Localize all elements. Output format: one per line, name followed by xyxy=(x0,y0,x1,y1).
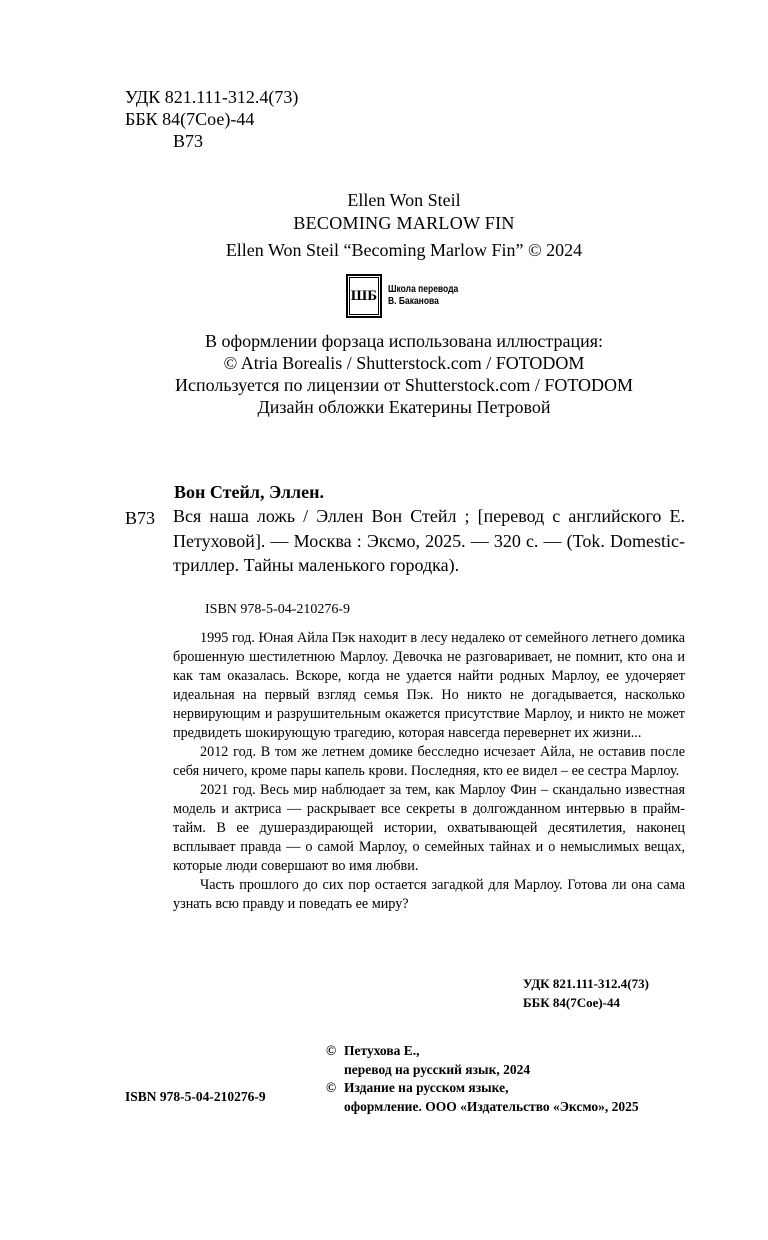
copyright-symbol: © xyxy=(326,1080,337,1096)
bbk-code: ББК 84(7Сое)-44 xyxy=(125,109,255,129)
copyright-line: Петухова Е., xyxy=(344,1043,420,1058)
logo-line-2: В. Баканова xyxy=(388,296,439,307)
copyright-entry xyxy=(326,1079,639,1116)
udk-code: УДК 821.111-312.4(73) xyxy=(125,87,299,107)
udk-code-bottom: УДК 821.111-312.4(73) xyxy=(523,976,649,991)
bbk-code-bottom: ББК 84(7Сое)-44 xyxy=(523,995,621,1010)
catalog-description-text: Вся наша ложь / Эллен Вон Стейл ; [перевод с английского Е. Петуховой]. — Москва : Эксмо, 2025. — 320 с. — (Tok. Domestic-триллер. Тайны маленького городка). xyxy=(173,506,685,575)
credit-line: Используется по лицензии от Shutterstock.com / FOTODOM xyxy=(174,375,634,395)
annotation-paragraph: 1995 год. Юная Айла Пэк находит в лесу недалеко от семейного летнего домика брошенную шестилетнюю Марлоу. Девочка не разговаривает, не помнит, кто она и как там оказалась. Вскоре, когда не удается найти родных Марлоу, ее удочеряет идеальная на первый взгляд семья Пэк. Но никто не догадывается, насколько нервирующим и разрушительным окажется присутствие Марлоу, и никто не может предвидеть шокирующую трагедию, которая навсегда перевернет их жизни... xyxy=(173,630,685,741)
logo-mark xyxy=(346,274,382,318)
copyright-line: перевод на русский язык, 2024 xyxy=(344,1061,531,1077)
classification-top xyxy=(125,86,298,152)
isbn-bottom: ISBN 978-5-04-210276-9 xyxy=(125,1089,266,1104)
original-copyright: Ellen Won Steil “Becoming Marlow Fin” © 2024 xyxy=(225,240,583,260)
catalog-heading: Вон Стейл, Эллен. xyxy=(174,482,324,502)
copyright-entry xyxy=(326,1042,639,1079)
annotation xyxy=(173,629,685,914)
copyright-symbol: © xyxy=(326,1043,337,1058)
logo-caption xyxy=(388,284,458,308)
classification-bottom xyxy=(523,974,649,1012)
author-mark: В73 xyxy=(173,131,204,151)
annotation-paragraph: Часть прошлого до сих пор остается загадкой для Марлоу. Готова ли она сама узнать всю правду и поведать ее миру? xyxy=(173,877,685,912)
copyright-notices xyxy=(326,1042,639,1116)
logo-monogram: ШБ xyxy=(349,277,379,315)
original-title: BECOMING MARLOW FIN xyxy=(293,213,515,233)
credit-line: Дизайн обложки Екатерины Петровой xyxy=(257,397,551,417)
credit-line: © Atria Borealis / Shutterstock.com / FOTODOM xyxy=(223,353,585,373)
catalog-code: В73 xyxy=(125,508,156,528)
design-credits xyxy=(0,330,768,418)
annotation-paragraph: 2021 год. Весь мир наблюдает за тем, как Марлоу Фин – скандально известная модель и актриса — раскрывает все секреты в долгожданном интервью в прайм-тайм. В ее душераздирающей истории, охватывающей десятилетия, наконец всплывает правда — о самой Марлоу, о семейных тайнах и о немыслимых вещах, которые люди совершают во имя любви. xyxy=(173,782,685,874)
credit-line: В оформлении форзаца использована иллюстрация: xyxy=(204,331,603,351)
copyright-line: оформление. ООО «Издательство «Эксмо», 2025 xyxy=(344,1098,639,1114)
original-author: Ellen Won Steil xyxy=(347,190,461,210)
copyright-line: Издание на русском языке, xyxy=(344,1080,509,1096)
translation-school-logo xyxy=(346,274,471,318)
catalog-description xyxy=(173,504,685,578)
logo-line-1: Школа перевода xyxy=(388,284,459,295)
catalog-isbn: ISBN 978-5-04-210276-9 xyxy=(205,602,351,617)
annotation-paragraph: 2012 год. В том же летнем домике бесследно исчезает Айла, не оставив после себя ничего, кроме пары капель крови. Последняя, кто ее видел – ее сестра Марлоу. xyxy=(173,744,685,779)
